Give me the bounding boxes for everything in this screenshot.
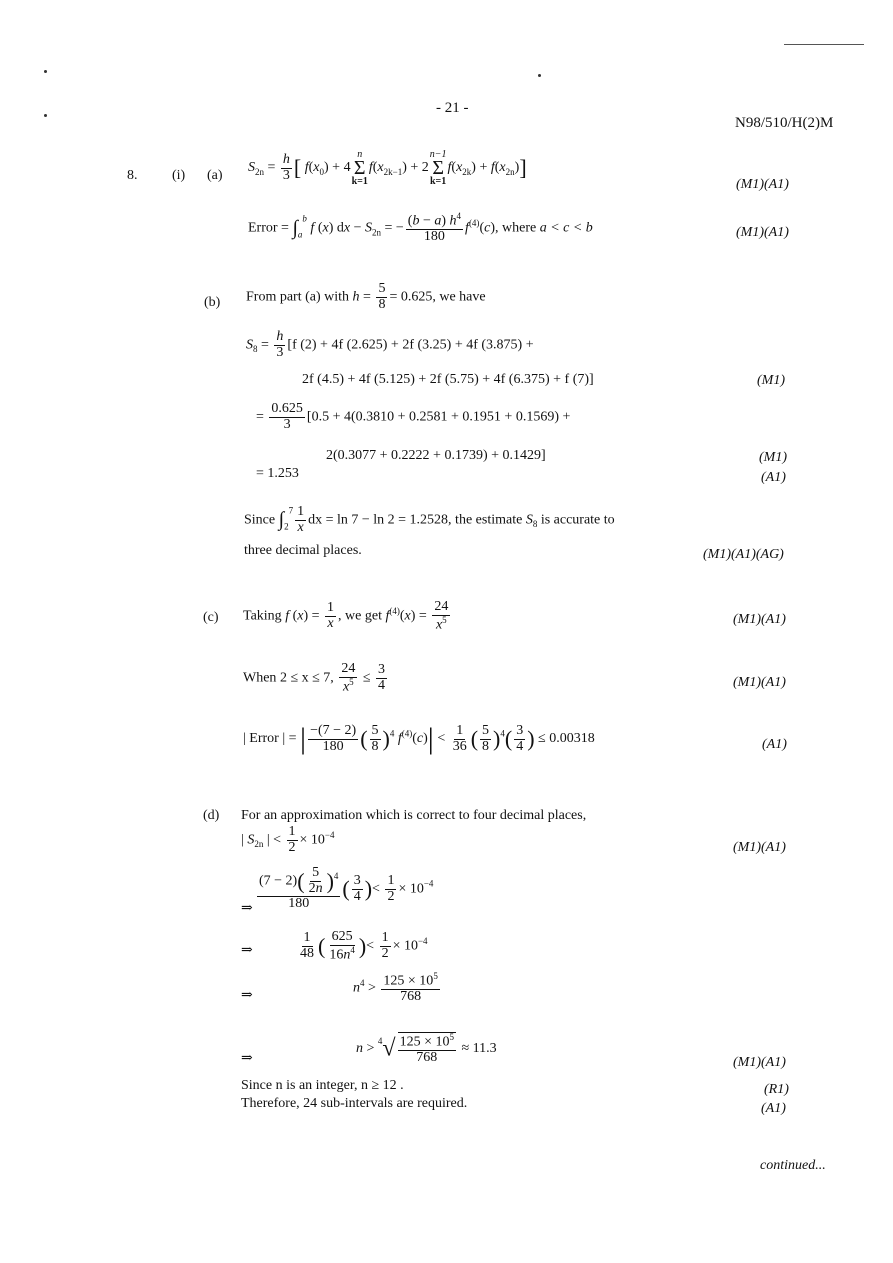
d-ineq-4: $n^4$ > $\frac{125 \times 10^5}{768}$ — [353, 971, 438, 1005]
scan-dot — [44, 70, 47, 73]
c-error: | Error | = | $\frac{-(7 - 2)}{180}$ ( $\frac{5}{8}$ )$^4$ $f^{(4)}(c)|$ < $\frac{1}{36}$ ( $\frac{5}{8}$ )$^4$( $\frac{3}{4}$ ) ≤ 0.00318 — [243, 722, 595, 755]
part-d-label: (d) — [203, 808, 220, 823]
arrow-2: ⇒ — [241, 943, 253, 958]
simpson-formula: $S_{2n}$ = $\frac{h}{3}$ [ $f(x_0) + 4$ n Σ k=1 $f(x_{2k-1}) + 2$ n−1 Σ k=1 $f(x_{2k}) + f(x_{2n})$] — [248, 149, 527, 187]
mark-b-2: (M1) — [759, 450, 787, 465]
scan-dot — [44, 114, 47, 117]
mark-c-1: (M1)(A1) — [733, 612, 786, 627]
question-number: 8. — [127, 168, 138, 183]
s8-line-1: $S_8$ = $\frac{h}{3}$ [f (2) + 4f (2.625) + 2f (3.25) + 4f (3.875) + — [246, 329, 534, 360]
error-formula: Error = $\int_a^b$ f (x) dx − $S_{2n}$ = − $\frac{(b - a) h^4}{180}$ $f^{(4)}(c)$, where a < c < b — [248, 211, 593, 245]
d-ineq-2: (7 − 2)( $\frac{5}{2n}$ )$^4$ 180 ( $\frac{3}{4}$ )< $\frac{1}{2}$ × $10^{-4}$ — [259, 865, 434, 912]
mark-b-1: (M1) — [757, 373, 785, 388]
numeric-line-1: = $\frac{0.625}{3}$ [0.5 + 4(0.3810 + 0.2581 + 0.1951 + 0.1569) + — [256, 401, 571, 432]
arrow-3: ⇒ — [241, 988, 253, 1003]
mark-d-4: (A1) — [761, 1101, 786, 1116]
part-b-label: (b) — [204, 295, 221, 310]
b-intro: From part (a) with h = $\frac{5}{8}$ = 0.625, we have — [246, 281, 486, 312]
arrow-1: ⇒ — [241, 901, 253, 916]
mark-b-4: (M1)(A1)(AG) — [703, 547, 784, 562]
mark-b-3: (A1) — [761, 470, 786, 485]
part-a-label: (a) — [207, 168, 223, 183]
scan-dot — [538, 74, 541, 77]
since-line: Since $\int_2^7$ $\frac{1}{x}$ dx = ln 7 − ln 2 = 1.2528, the estimate $S_8$ is accurate to — [244, 504, 615, 535]
mark-a-1: (M1)(A1) — [736, 177, 789, 192]
question-part: (i) — [172, 168, 186, 183]
paper-code: N98/510/H(2)M — [735, 115, 834, 131]
part-c-label: (c) — [203, 610, 219, 625]
mark-d-2: (M1)(A1) — [733, 1055, 786, 1070]
mark-d-3: (R1) — [764, 1082, 789, 1097]
d-ineq-3: $\frac{1}{48}$ ( $\frac{625}{16n^4}$ )< $\frac{1}{2}$ × $10^{-4}$ — [300, 929, 428, 963]
c-taking: Taking f (x) = $\frac{1}{x}$ , we get $f^{(4)}(x)$ = $\frac{24}{x^5}$ — [243, 599, 449, 633]
mark-c-2: (M1)(A1) — [733, 675, 786, 690]
c-when: When 2 ≤ x ≤ 7, $\frac{24}{x^5}$ ≤ $\frac{3}{4}$ — [243, 661, 385, 695]
d-root: n > $^4$√ $\frac{125 \times 10^5}{768}$ ≈ 11.3 — [356, 1032, 497, 1066]
continued-note: continued... — [760, 1158, 826, 1173]
scan-line — [784, 44, 864, 45]
numeric-line-2: 2(0.3077 + 0.2222 + 0.1739) + 0.1429] — [326, 448, 546, 463]
s8-result: = 1.253 — [256, 466, 299, 481]
mark-a-2: (M1)(A1) — [736, 225, 789, 240]
page-number: - 21 - — [436, 100, 469, 116]
mark-d-1: (M1)(A1) — [733, 840, 786, 855]
three-dp: three decimal places. — [244, 543, 362, 558]
d-integer: Since n is an integer, n ≥ 12 . — [241, 1078, 404, 1093]
arrow-4: ⇒ — [241, 1051, 253, 1066]
d-conclusion: Therefore, 24 sub-intervals are required. — [241, 1096, 468, 1111]
s8-line-2: 2f (4.5) + 4f (5.125) + 2f (5.75) + 4f (6.375) + f (7)] — [302, 372, 594, 387]
d-ineq-1: | $S_{2n}$ | < $\frac{1}{2}$ × $10^{-4}$ — [241, 824, 335, 855]
mark-c-3: (A1) — [762, 737, 787, 752]
d-intro: For an approximation which is correct to four decimal places, — [241, 808, 587, 823]
